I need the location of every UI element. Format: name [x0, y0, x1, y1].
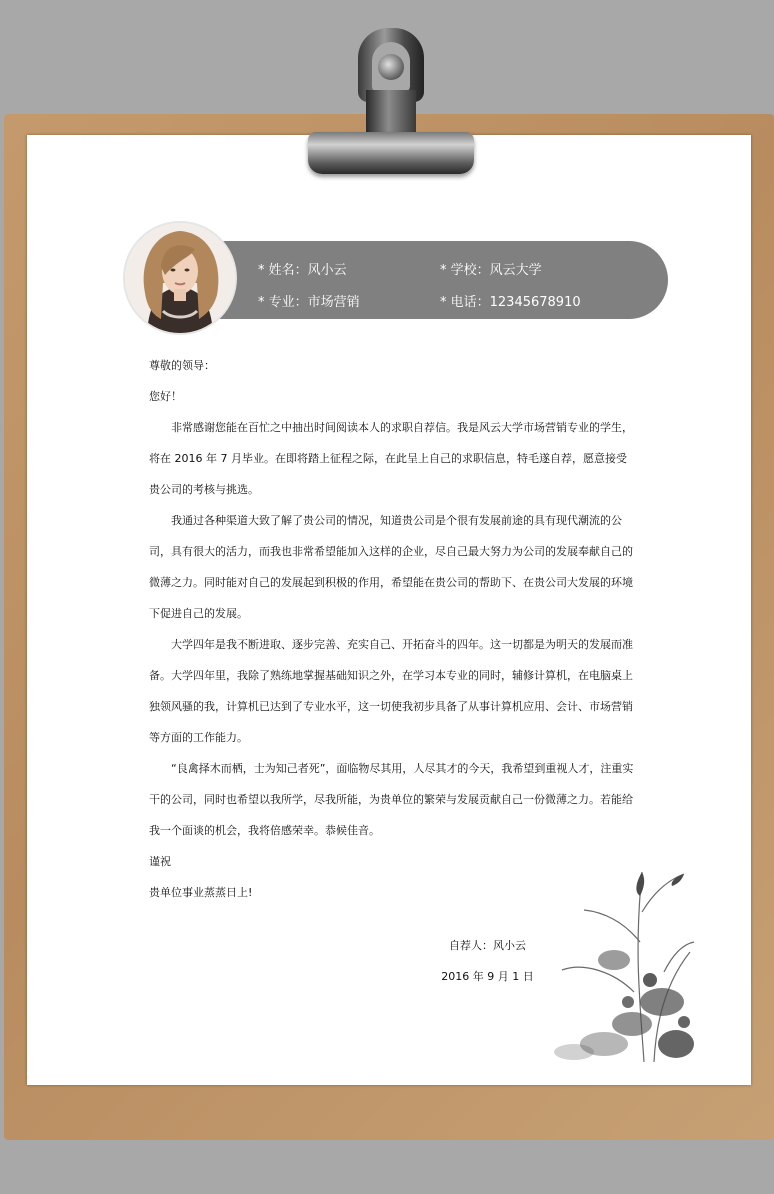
info-name: * 姓名：风小云: [258, 263, 347, 278]
paragraph-4: “良禽择木而栖，士为知己者死”，面临物尽其用，人尽其才的今天，我希望到重视人才，注重实干的公司，同时也希望以我所学，尽我所能，为贵单位的繁荣与发展贡献自己一份微薄之力。若能给我一个面谈的机会，我将倍感荣幸。恭候佳音。: [149, 762, 634, 837]
letter-date: 2016 年 9 月 1 日: [441, 970, 534, 983]
wish: 贵单位事业蒸蒸日上!: [149, 886, 253, 899]
greeting: 您好！: [149, 390, 182, 403]
signature-block: [420, 930, 555, 992]
info-phone: * 电话：12345678910: [440, 295, 581, 310]
salutation: 尊敬的领导：: [149, 359, 215, 372]
info-school: * 学校：风云大学: [440, 263, 542, 278]
signature: 自荐人：风小云: [449, 939, 526, 952]
info-bar: [172, 241, 668, 319]
paragraph-1: 非常感谢您能在百忙之中抽出时间阅读本人的求职自荐信。我是风云大学市场营销专业的学生，将在 2016 年 7 月毕业。在即将踏上征程之际，在此呈上自己的求职信息，特毛遂自荐，愿意接受贵公司的考核与挑选。: [149, 421, 633, 496]
closing: 谨祝: [149, 855, 171, 868]
paragraph-2: 我通过各种渠道大致了解了贵公司的情况，知道贵公司是个很有发展前途的具有现代潮流的公司，具有很大的活力，而我也非常希望能加入这样的企业，尽自己最大努力为公司的发展奉献自己的微薄之力。同时能对自己的发展起到积极的作用，希望能在贵公司的帮助下、在贵公司大发展的环境下促进自己的发展。: [149, 514, 633, 620]
letter-body: [149, 350, 635, 908]
ink-flower-decoration: [544, 852, 696, 1064]
avatar-photo: [123, 221, 237, 335]
info-major: * 专业：市场营销: [258, 295, 360, 310]
paragraph-3: 大学四年是我不断进取、逐步完善、充实自己、开拓奋斗的四年。这一切都是为明天的发展而准备。大学四年里，我除了熟练地掌握基础知识之外，在学习本专业的同时，辅修计算机，在电脑桌上独领风骚的我，计算机已达到了专业水平，这一切使我初步具备了从事计算机应用、会计、市场营销等方面的工作能力。: [149, 638, 633, 744]
